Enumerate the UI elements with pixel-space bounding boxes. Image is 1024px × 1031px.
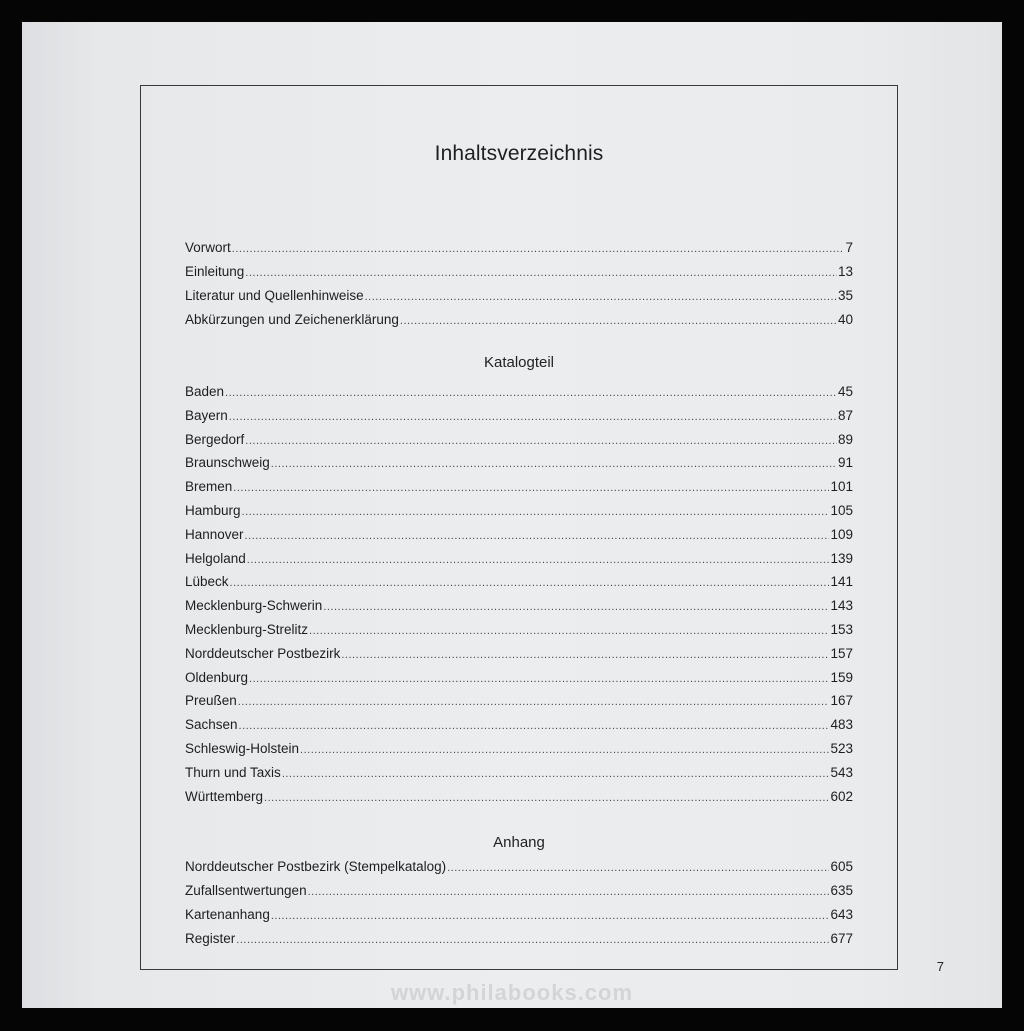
dot-leader [236,930,829,950]
dot-leader [239,716,830,736]
toc-entry [185,644,853,664]
toc-entry [185,572,853,592]
toc-entry-label: Mecklenburg-Schwerin [185,598,323,614]
dot-leader [300,740,829,760]
dot-leader [271,906,830,926]
toc-entry-label: Hannover [185,526,244,542]
toc-entry-label: Vorwort [185,240,231,255]
toc-entry-page: 105 [830,503,853,518]
toc-entry-label: Bergedorf [185,431,245,447]
toc-entry-page: 141 [830,574,853,590]
toc-entry-page: 13 [837,264,853,279]
toc-entry [185,453,853,473]
toc-entry-label: Mecklenburg-Strelitz [185,622,309,637]
toc-entry [185,739,853,759]
toc-entry [185,310,853,330]
dot-leader [308,882,830,902]
toc-entry-label: Hamburg [185,503,241,518]
toc-entry [185,286,853,306]
toc-entry-page: 159 [830,669,853,685]
toc-entry-page: 483 [830,717,853,733]
dot-leader [245,431,837,451]
toc-entry-label: Thurn und Taxis [185,764,281,780]
toc-entry-label: Norddeutscher Postbezirk [185,645,341,661]
toc-entry-page: 139 [830,550,853,566]
toc-entry [185,238,853,258]
toc-entry-page: 643 [830,907,853,922]
toc-entry-label: Braunschweig [185,455,270,471]
toc-entry [185,501,853,521]
toc-entry-page: 167 [830,693,853,709]
toc-entry-label: Lübeck [185,574,229,590]
toc-entry [185,929,853,949]
toc-entry [185,262,853,282]
toc-entry-page: 91 [837,455,853,471]
toc-entry-label: Baden [185,384,225,399]
toc-entry-label: Schleswig-Holstein [185,741,300,756]
toc-entry [185,691,853,711]
toc-entry-page: 677 [830,931,853,946]
toc-entry-label: Württemberg [185,788,264,804]
toc-entry [185,430,853,450]
toc-entry-label: Abkürzungen und Zeichenerklärung [185,312,399,327]
toc-entry-label: Bremen [185,479,233,495]
dot-leader [400,311,837,331]
toc-entry-label: Helgoland [185,550,246,566]
toc-entry-label: Kartenanhang [185,907,270,922]
dot-leader [271,454,837,474]
toc-entry-page: 89 [837,431,853,447]
toc-entry-page: 523 [830,741,853,756]
toc-entry-page: 635 [830,883,853,898]
dot-leader [365,287,837,307]
toc-entry [185,620,853,640]
dot-leader [282,764,830,784]
toc-entry-label: Zufallsentwertungen [185,883,307,898]
toc-entry-page: 143 [830,598,853,614]
dot-leader [323,597,829,617]
toc-entry [185,549,853,569]
dot-leader [447,858,829,878]
dot-leader [264,788,829,808]
book-page [22,22,1002,1008]
toc-entry [185,763,853,783]
toc-entry [185,596,853,616]
toc-entry-page: 45 [837,384,853,399]
dot-leader [232,239,845,259]
toc-entry [185,382,853,402]
toc-entry-label: Einleitung [185,264,245,279]
toc-entry-page: 87 [837,407,853,423]
dot-leader [245,263,837,283]
appendix-section-title: Anhang [493,834,545,851]
toc-entry-label: Bayern [185,407,228,423]
toc-entry-page: 543 [830,764,853,780]
dot-leader [249,669,829,689]
toc-entry [185,787,853,807]
dot-leader [341,645,829,665]
toc-entry-label: Register [185,931,236,946]
toc-entry [185,477,853,497]
dot-leader [238,692,830,712]
toc-entry-page: 35 [837,288,853,303]
toc-entry [185,905,853,925]
watermark: www.philabooks.com [390,980,634,1005]
dot-leader [247,550,830,570]
dot-leader [242,502,830,522]
toc-entry-label: Norddeutscher Postbezirk (Stempelkatalog) [185,859,447,874]
toc-entry-page: 101 [830,479,853,495]
toc-entry-label: Sachsen [185,717,238,733]
toc-entry [185,881,853,901]
page-number: 7 [936,959,944,974]
dot-leader [309,621,829,641]
dot-leader [230,573,830,593]
toc-entry-page: 109 [830,526,853,542]
toc-entry-page: 40 [837,312,853,327]
toc-entry-page: 157 [830,645,853,661]
toc-entry-label: Literatur und Quellenhinweise [185,288,364,303]
toc-entry-page: 602 [830,788,853,804]
toc-title: Inhaltsverzeichnis [434,142,604,165]
toc-entry [185,715,853,735]
toc-entry-page: 7 [845,240,853,255]
dot-leader [245,526,830,546]
dot-leader [233,478,829,498]
toc-entry-label: Oldenburg [185,669,249,685]
toc-entry-label: Preußen [185,693,237,709]
toc-frame [140,85,898,970]
toc-entry-page: 605 [830,859,853,874]
catalog-section-title: Katalogteil [483,354,555,371]
dot-leader [225,383,837,403]
toc-entry [185,406,853,426]
toc-entry [185,525,853,545]
toc-entry-page: 153 [830,622,853,637]
toc-entry [185,857,853,877]
toc-entry [185,668,853,688]
dot-leader [229,407,837,427]
